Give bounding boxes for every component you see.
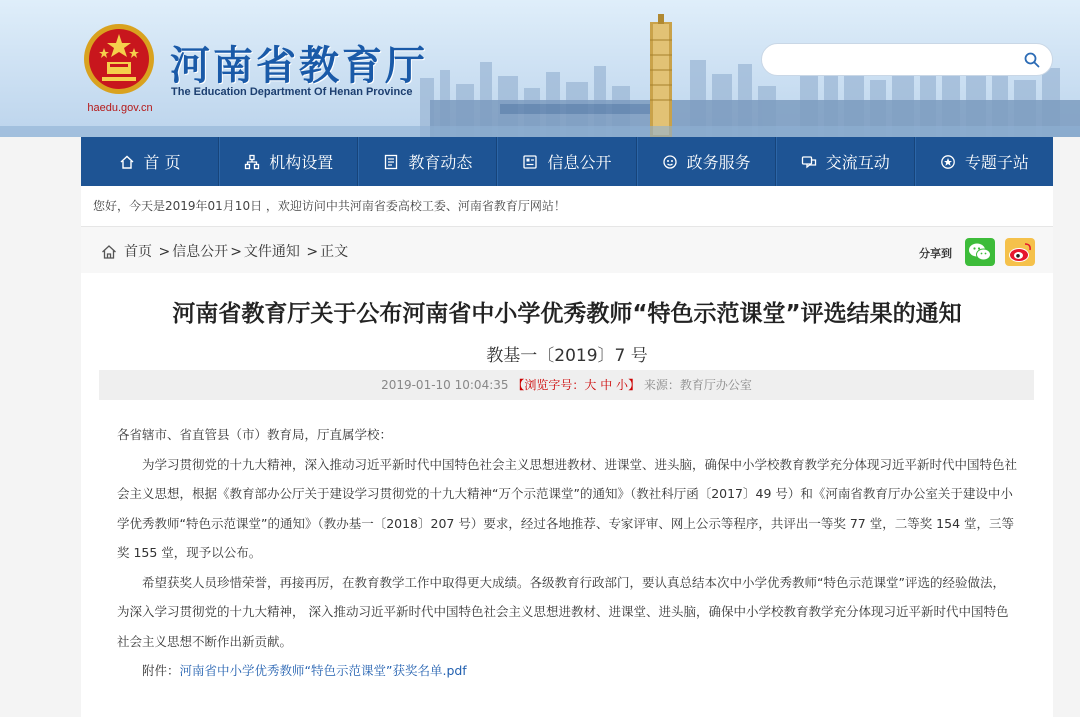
breadcrumb-info[interactable]: 信息公开 [172, 244, 229, 260]
nav-item-label: 专题子站 [964, 153, 1029, 172]
nav-item-label: 首 页 [143, 153, 181, 172]
interact-icon [801, 154, 817, 170]
search-icon[interactable] [1024, 52, 1040, 68]
font-size-large-button[interactable]: 大 [584, 378, 597, 392]
font-size-small-button[interactable]: 小 [616, 378, 629, 392]
article-meta [99, 370, 1034, 400]
breadcrumb-home[interactable]: 首页 [124, 244, 152, 260]
article-panel [81, 227, 1053, 717]
nav-item-interact[interactable] [776, 137, 915, 186]
search-input[interactable] [776, 50, 1016, 70]
nav-item-service[interactable] [637, 137, 776, 186]
national-emblem-icon [82, 22, 156, 96]
info-icon [522, 154, 538, 170]
breadcrumb-separator: > [230, 244, 242, 260]
nav-item-info[interactable] [497, 137, 636, 186]
home-icon[interactable] [101, 244, 117, 260]
welcome-bar: 您好，今天是2019年01月10日 ，欢迎访问中共河南省委高校工委、河南省教育厅网站！ [81, 186, 1053, 227]
nav-item-label: 政务服务 [686, 153, 751, 172]
document-number: 教基一〔2019〕7 号 [486, 346, 648, 366]
nav-item-label: 交流互动 [825, 153, 890, 172]
breadcrumb-separator: > [154, 244, 171, 260]
nav-item-label: 机构设置 [269, 153, 334, 172]
nav-item-subsite[interactable] [915, 137, 1053, 186]
breadcrumb-separator: > [301, 244, 319, 260]
breadcrumb-current: 正文 [320, 244, 349, 260]
breadcrumb-bar [81, 227, 1053, 273]
attachment-line [117, 656, 1017, 686]
breadcrumb-notices[interactable]: 文件通知 [243, 244, 300, 260]
article-title: 河南省教育厅关于公布河南省中小学优秀教师“特色示范课堂”评选结果的通知 [172, 301, 962, 327]
search-box[interactable] [761, 43, 1053, 76]
font-size-switcher [512, 378, 640, 392]
org-icon [244, 154, 260, 170]
site-domain: haedu.gov.cn [87, 102, 153, 114]
site-subtitle: The Education Department Of Henan Province [171, 86, 413, 98]
nav-item-news[interactable] [358, 137, 497, 186]
font-size-label: 【浏览字号： [512, 378, 585, 392]
nav-item-org[interactable] [219, 137, 358, 186]
site-header [0, 0, 1080, 137]
site-title[interactable]: 河南省教育厅 [170, 43, 428, 89]
nav-item-label: 信息公开 [547, 153, 612, 172]
attachment-label: 附件： [142, 663, 180, 678]
breadcrumb [124, 241, 350, 261]
attachment-link[interactable]: 河南省中小学优秀教师“特色示范课堂”获奖名单.pdf [179, 663, 467, 678]
body-paragraph: 希望获奖人员珍惜荣誉，再接再厉，在教育教学工作中取得更大成绩。各级教育行政部门，要认真总结本次中小学优秀教师“特色示范课堂”评选的经验做法，为深入学习贯彻党的十九大精神， 深入推动习近平新时代中国特色社会主义思想进教材、进课堂、进头脑，确保中小学校教育教学充分体现习近平新时代中国特色社会主义思想不断作出新贡献。 [117, 574, 1009, 649]
wechat-icon[interactable] [965, 238, 995, 266]
news-icon [383, 154, 399, 170]
subsite-icon [940, 154, 956, 170]
salutation: 各省辖市、省直管县（市）教育局，厅直属学校： [117, 427, 393, 442]
body-paragraph: 为学习贯彻党的十九大精神，深入推动习近平新时代中国特色社会主义思想进教材、进课堂、进头脑，确保中小学校教育教学充分体现习近平新时代中国特色社会主义思想，根据《教育部办公厅关于建设学习贯彻党的十九大精神“万个示范课堂”的通知》（教社科厅函〔2017〕49 号）和《河南省教育厅办公室关于建设中小学优秀教师“特色示范课堂”的通知》（教办基一〔2018〕207 号）要求，经过各地推荐、专家评审、网上公示等程序，共评出一等奖 77 堂，二等奖 154 堂，三等奖 155 堂，现予以公布。 [117, 456, 1018, 560]
weibo-icon[interactable] [1005, 238, 1035, 266]
share-label: 分享到 [919, 247, 952, 260]
font-size-medium-button[interactable]: 中 [600, 378, 613, 392]
article-source: 来源：教育厅办公室 [643, 378, 752, 392]
home-icon [119, 154, 135, 170]
nav-item-home[interactable] [81, 137, 219, 186]
nav-item-label: 教育动态 [408, 153, 473, 172]
service-icon [662, 154, 678, 170]
article-body [117, 420, 1017, 686]
main-nav [81, 137, 1053, 186]
font-size-label-close: 】 [628, 378, 641, 392]
publish-datetime: 2019-01-10 10:04:35 [381, 378, 509, 392]
